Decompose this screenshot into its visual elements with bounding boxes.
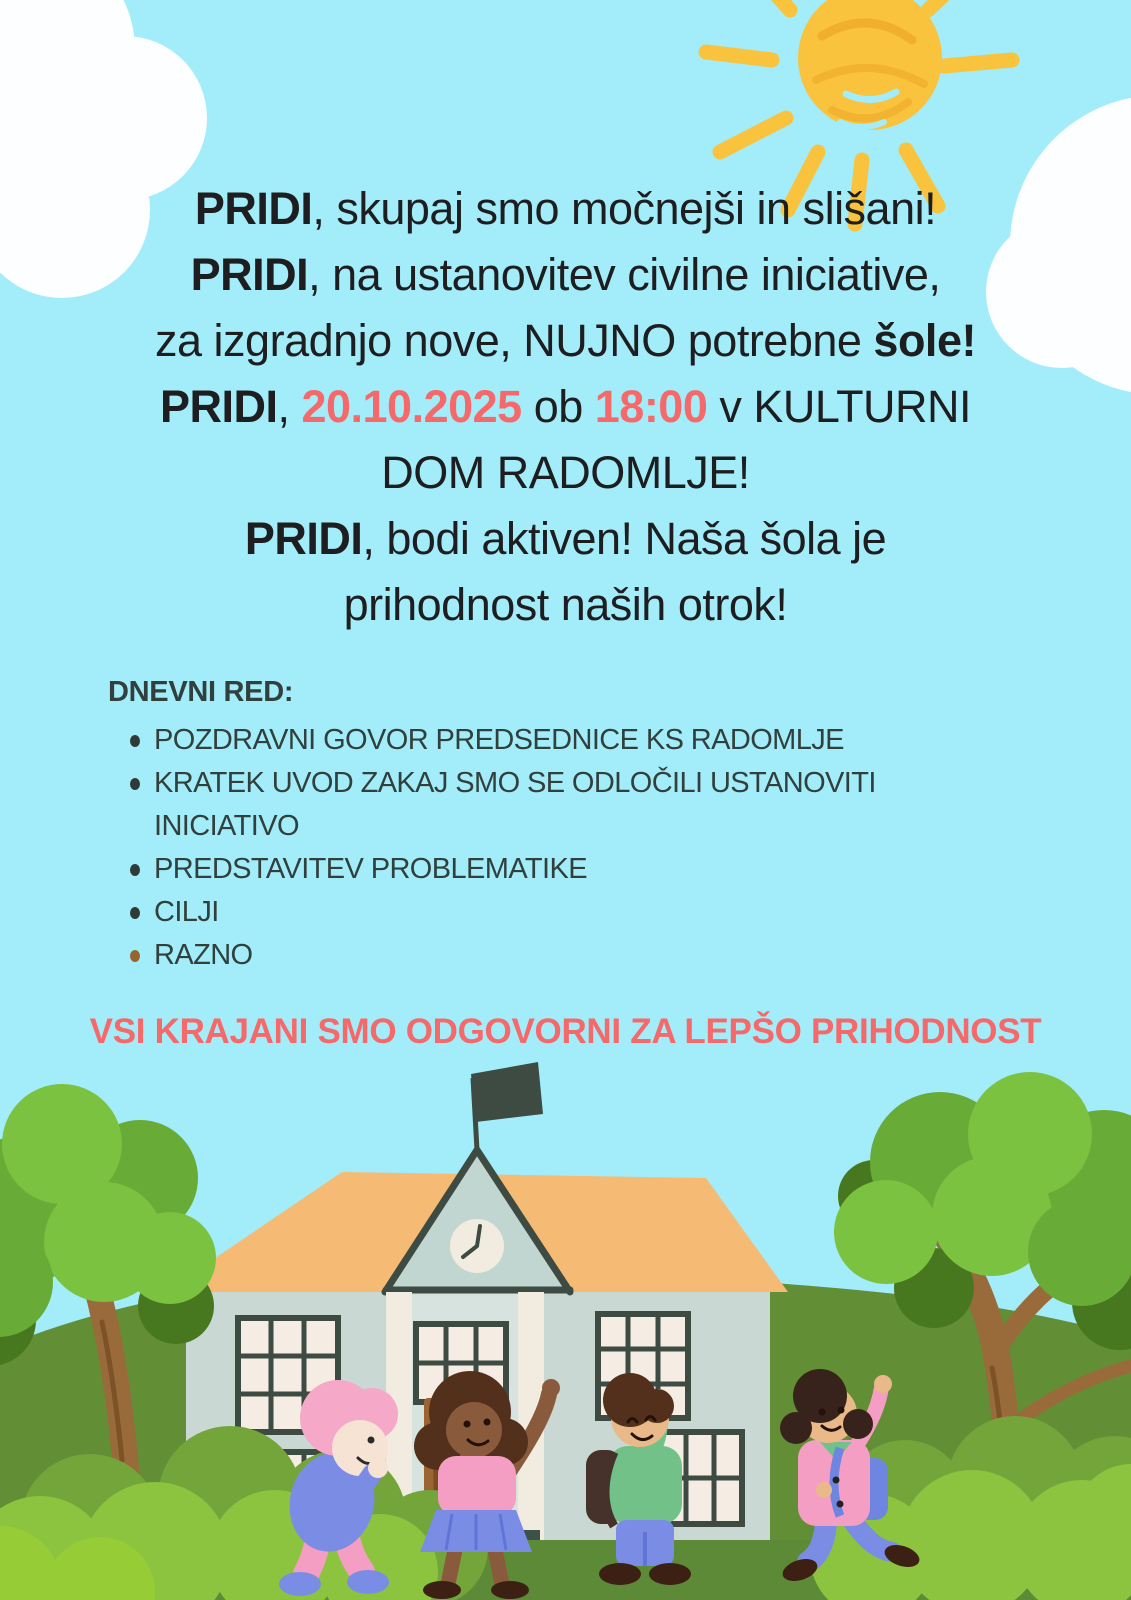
- headline-emphasis: PRIDI: [244, 513, 363, 564]
- agenda-item: RAZNO: [108, 934, 898, 977]
- slogan: VSI KRAJANI SMO ODGOVORNI ZA LEPŠO PRIHODNOST: [89, 1012, 1042, 1051]
- event-date: 20.10.2025: [301, 381, 522, 432]
- headline-emphasis: PRIDI: [194, 183, 313, 234]
- headline-line-7: prihodnost naših otrok!: [343, 579, 788, 630]
- headline-line-2: PRIDI, na ustanovitev civilne iniciative,: [190, 249, 941, 300]
- bullet-dot-razno: [130, 950, 140, 962]
- headline-line-6: PRIDI, bodi aktiven! Naša šola je: [244, 513, 887, 564]
- agenda-item: KRATEK UVOD ZAKAJ SMO SE ODLOČILI USTANOVITI INICIATIVO: [108, 762, 898, 848]
- bullet-dot: [130, 907, 140, 919]
- bullet-dot: [130, 778, 140, 790]
- clock-icon: [450, 1219, 504, 1273]
- bullet-dot: [130, 735, 140, 747]
- agenda-list: [108, 719, 898, 977]
- headline-emphasis: PRIDI: [190, 249, 309, 300]
- event-time: 18:00: [594, 381, 708, 432]
- headline-line-4: PRIDI, 20.10.2025 ob 18:00 v KULTURNI: [159, 381, 972, 432]
- agenda-section: [108, 676, 898, 977]
- headline-line-3: za izgradnjo nove, NUJNO potrebne šole!: [155, 315, 976, 366]
- bullet-dot: [130, 864, 140, 876]
- agenda-item: CILJI: [108, 891, 898, 934]
- headline: [0, 176, 1131, 638]
- headline-emphasis: PRIDI: [159, 381, 278, 432]
- headline-line-5: [0, 440, 1131, 506]
- headline-emphasis: šole!: [873, 315, 976, 366]
- headline-line-1: PRIDI, skupaj smo močnejši in slišani!: [194, 183, 937, 234]
- event-venue: DOM RADOMLJE!: [381, 447, 750, 498]
- agenda-title: DNEVNI RED:: [108, 676, 294, 708]
- agenda-item: PREDSTAVITEV PROBLEMATIKE: [108, 848, 898, 891]
- agenda-item: POZDRAVNI GOVOR PREDSEDNICE KS RADOMLJE: [108, 719, 898, 762]
